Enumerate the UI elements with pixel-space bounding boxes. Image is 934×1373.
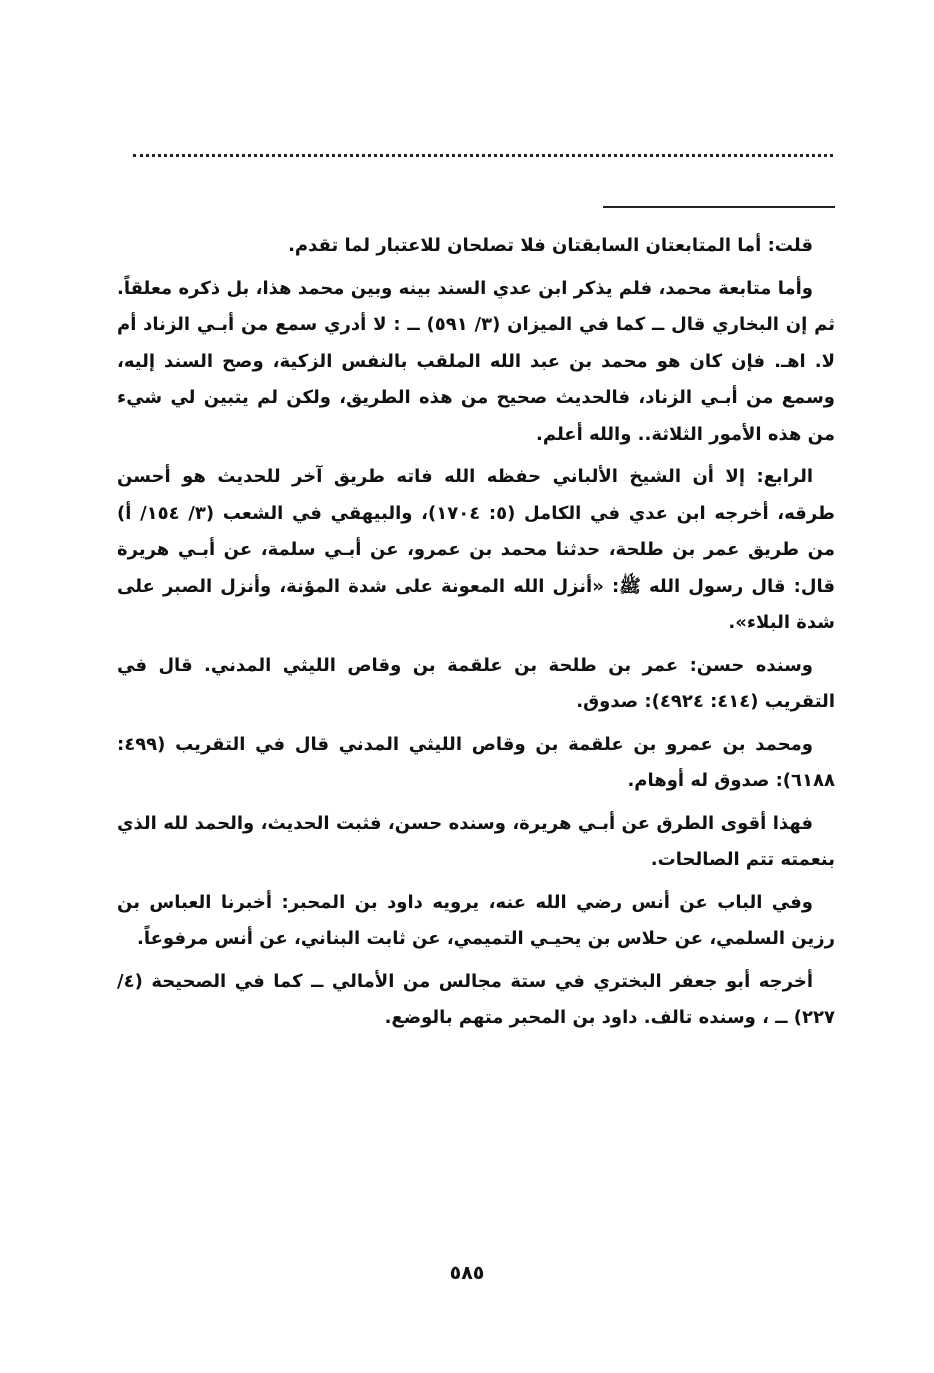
paragraph-7: وفي الباب عن أنس رضي الله عنه، يرويه داود بن المحبر: أخبرنا العباس بن رزين السلمي، عن حلاس بن يحيـي التميمي، عن ثابت البناني، عن أنس مرفوعاً. <box>117 891 835 949</box>
paragraph-4: وسنده حسن: عمر بن طلحة بن علقمة بن وقاص الليثي المدني. قال في التقريب (٤١٤: ٤٩٢٤): صدوق. <box>117 654 835 712</box>
page-number: ٥٨٥ <box>449 1262 485 1284</box>
footnote-rule <box>603 206 835 208</box>
body-text <box>117 228 835 1037</box>
paragraph-6: فهذا أقوى الطرق عن أبـي هريرة، وسنده حسن، فثبت الحديث، والحمد لله الذي بنعمته تتم الصالحات. <box>117 812 835 870</box>
paragraph-8: أخرجه أبو جعفر البختري في ستة مجالس من الأمالي ــ كما في الصحيحة (٤/ ٢٢٧) ــ ، وسنده تالف. داود بن المحبر متهم بالوضع. <box>117 970 835 1028</box>
paragraph-3: الرابع: إلا أن الشيخ الألباني حفظه الله فاته طريق آخر للحديث هو أحسن طرقه، أخرجه ابن عدي في الكامل (٥: ١٧٠٤)، والبيهقي في الشعب (٣/ ١٥٤/ أ) من طريق عمر بن طلحة، حدثنا محمد بن عمرو، عن أبـي سلمة، عن أبـي هريرة قال: قال رسول الله ﷺ: «أنزل الله المعونة على شدة المؤنة، وأنزل الصبر على شدة البلاء». <box>117 466 835 633</box>
paragraph-5: ومحمد بن عمرو بن علقمة بن وقاص الليثي المدني قال في التقريب (٤٩٩: ٦١٨٨): صدوق له أوهام. <box>117 733 835 791</box>
paragraph-2: وأما متابعة محمد، فلم يذكر ابن عدي السند بينه وبين محمد هذا، بل ذكره معلقاً. ثم إن البخاري قال ــ كما في الميزان (٣/ ٥٩١) ــ : لا أدري سمع من أبـي الزناد أم لا. اهـ. فإن كان هو محمد بن عبد الله الملقب بالنفس الزكية، وصح السند إليه، وسمع من أبـي الزناد، فالحديث صحيح من هذه الطريق، ولكن لم يتبين لي شيء من هذه الأمور الثلاثة.. والله أعلم. <box>117 277 836 445</box>
dotted-separator <box>133 154 833 157</box>
paragraph-1: قلت: أما المتابعتان السابقتان فلا تصلحان للاعتبار لما تقدم. <box>288 235 813 256</box>
